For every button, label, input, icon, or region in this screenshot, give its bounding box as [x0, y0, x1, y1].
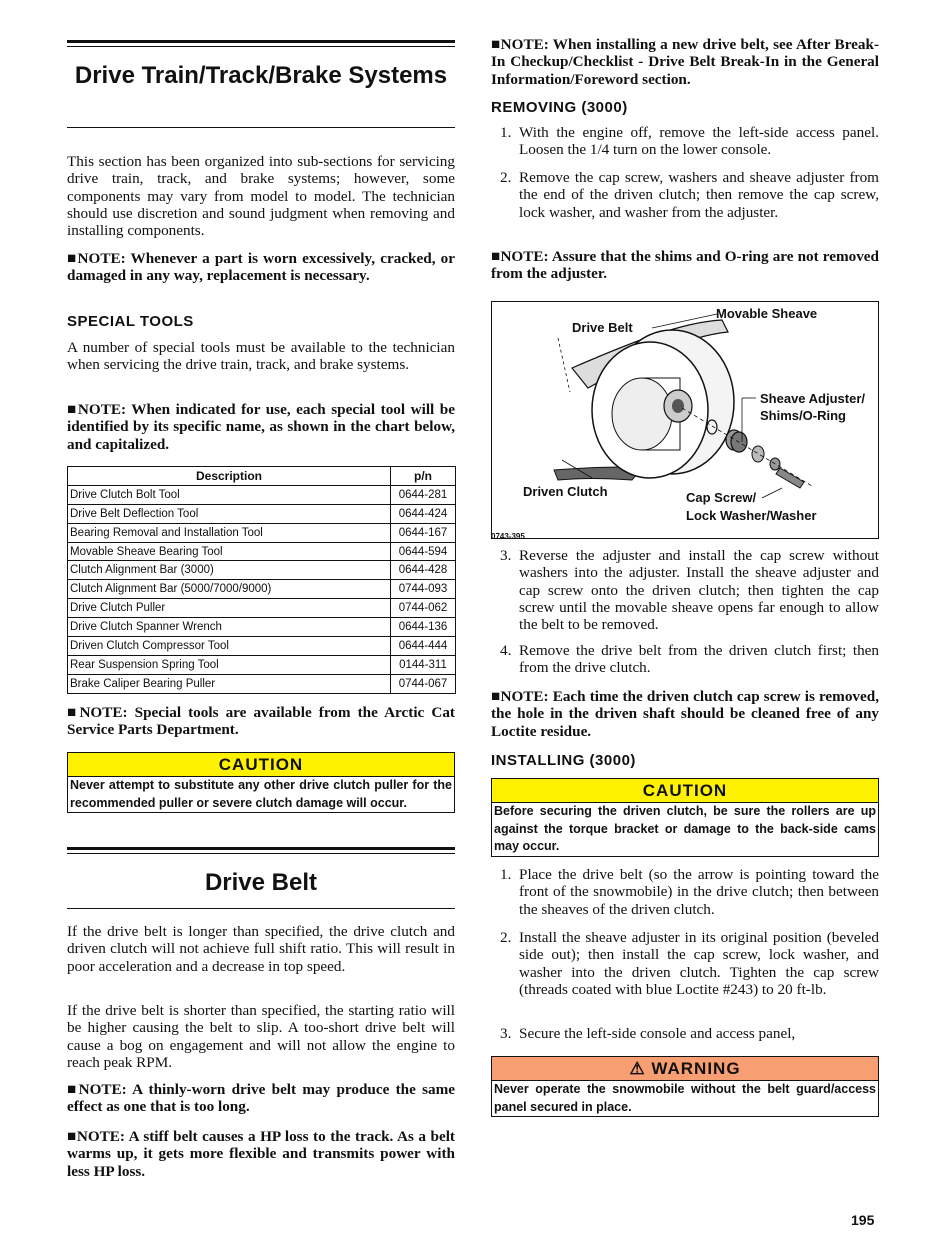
- table-row: [68, 637, 456, 656]
- drive-belt-rule-top: [67, 847, 455, 850]
- table-row: [68, 542, 456, 561]
- step-number: 3.: [500, 1025, 512, 1042]
- belt-paragraph-long: If the drive belt is longer than specified, the drive clutch and driven clutch will not achieve full shift ratio. This will result in poor acceleration and a decrease in top speed.: [67, 923, 455, 975]
- step-text: Secure the left-side console and access panel,: [519, 1025, 796, 1042]
- table-header-row: [68, 467, 456, 486]
- title-rule-top-thin: [67, 46, 455, 47]
- drive-belt-rule-bottom: [67, 908, 455, 909]
- drive-belt-rule-top-thin: [67, 853, 455, 854]
- driven-clutch-figure: [491, 301, 879, 539]
- special-tools-text: A number of special tools must be available to the technician when servicing the drive train, track, and brake systems.: [67, 339, 455, 374]
- caution-box-rollers: [491, 778, 879, 857]
- note-special-tools-availability: ■NOTE: Special tools are available from the Arctic Cat Service Parts Department.: [67, 704, 455, 739]
- tool-description: Clutch Alignment Bar (3000): [68, 561, 391, 580]
- column-header-pn: p/n: [391, 467, 456, 486]
- warning-body: Never operate the snowmobile without the belt guard/access panel secured in place.: [494, 1082, 876, 1114]
- tool-part-number: 0644-424: [391, 504, 456, 523]
- note-thin-belt: ■NOTE: A thinly-worn drive belt may produce the same effect as one that is too long.: [67, 1081, 455, 1116]
- tool-part-number: 0744-067: [391, 674, 456, 693]
- drive-belt-title: Drive Belt: [204, 869, 318, 896]
- table-row: [68, 618, 456, 637]
- table-row: [68, 504, 456, 523]
- tool-description: Drive Belt Deflection Tool: [68, 504, 391, 523]
- driven-clutch-illustration: [492, 302, 878, 538]
- tool-part-number: 0144-311: [391, 655, 456, 674]
- table-row: [68, 655, 456, 674]
- tool-description: Movable Sheave Bearing Tool: [68, 542, 391, 561]
- step-text: With the engine off, remove the left-side access panel. Loosen the 1/4 turn on the lower console.: [519, 124, 879, 159]
- removing-step-2: [491, 169, 879, 221]
- tool-description: Driven Clutch Compressor Tool: [68, 637, 391, 656]
- special-tools-table-wrap: [67, 466, 455, 694]
- note-worn-part: ■NOTE: Whenever a part is worn excessively, cracked, or damaged in any way, replacement is necessary.: [67, 250, 455, 285]
- belt-paragraph-short: If the drive belt is shorter than specified, the starting ratio will be higher causing the belt to slip. A too-short drive belt will cause a bog on engagement and will not allow the engine to reach peak RPM.: [67, 1002, 455, 1071]
- caution-box-puller: [67, 752, 455, 813]
- title-rule-bottom: [67, 127, 455, 128]
- label-cap-screw: Cap Screw/: [686, 490, 757, 505]
- step-number: 2.: [500, 169, 512, 186]
- installing-heading: INSTALLING (3000): [491, 752, 636, 769]
- warning-header: ⚠ WARNING: [492, 1057, 878, 1081]
- table-row: [68, 485, 456, 504]
- note-special-tool-name: ■NOTE: When indicated for use, each special tool will be identified by its specific name, as shown in the chart below, and capitalized.: [67, 401, 455, 453]
- label-lock-washer: Lock Washer/Washer: [686, 508, 817, 523]
- figure-code: 0743-395: [491, 532, 525, 541]
- note-stiff-belt: ■NOTE: A stiff belt causes a HP loss to the track. As a belt warms up, it gets more flexible and transmits power with less HP loss.: [67, 1128, 455, 1180]
- title-rule-top: [67, 40, 455, 43]
- tool-description: Drive Clutch Spanner Wrench: [68, 618, 391, 637]
- tool-part-number: 0644-594: [391, 542, 456, 561]
- note-cap-screw-loctite: ■NOTE: Each time the driven clutch cap screw is removed, the hole in the driven shaft should be cleaned free of any Loctite residue.: [491, 688, 879, 740]
- step-text: Reverse the adjuster and install the cap screw without washers into the adjuster. Install the sheave adjuster and cap screw onto the driven clutch; then tighten the cap screw until the movable sheave opens far enough to allow the belt to be removed.: [519, 547, 879, 634]
- section-title: Drive Train/Track/Brake Systems: [74, 62, 448, 89]
- step-number: 1.: [500, 124, 512, 141]
- note-new-belt: ■NOTE: When installing a new drive belt, see After Break-In Checkup/Checklist - Drive Belt Break-In in the General Information/Foreword section.: [491, 36, 879, 88]
- tool-part-number: 0644-444: [391, 637, 456, 656]
- tool-description: Drive Clutch Bolt Tool: [68, 485, 391, 504]
- removing-step-4: [491, 642, 879, 677]
- special-tools-heading: SPECIAL TOOLS: [67, 313, 194, 330]
- installing-step-2: [491, 929, 879, 998]
- column-header-description: Description: [68, 467, 391, 486]
- caution-header: CAUTION: [492, 779, 878, 803]
- tool-part-number: 0744-093: [391, 580, 456, 599]
- label-movable-sheave: Movable Sheave: [716, 306, 818, 321]
- removing-step-1: [491, 124, 879, 159]
- step-text: Remove the cap screw, washers and sheave adjuster from the end of the driven clutch; then remove the cap screw, lock washer, and washer from the adjuster.: [519, 169, 879, 221]
- removing-heading: REMOVING (3000): [491, 99, 628, 116]
- label-drive-belt: Drive Belt: [572, 320, 633, 335]
- tool-part-number: 0644-428: [391, 561, 456, 580]
- table-row: [68, 580, 456, 599]
- installing-step-1: [491, 866, 879, 918]
- label-driven-clutch: Driven Clutch: [523, 484, 608, 499]
- label-shims-oring: Shims/O-Ring: [760, 408, 846, 423]
- step-number: 1.: [500, 866, 512, 883]
- step-text: Remove the drive belt from the driven clutch first; then from the drive clutch.: [519, 642, 879, 677]
- removing-step-3: [491, 547, 879, 633]
- tool-description: Drive Clutch Puller: [68, 599, 391, 618]
- warning-box-belt-guard: [491, 1056, 879, 1117]
- tool-part-number: 0644-281: [391, 485, 456, 504]
- tool-description: Brake Caliper Bearing Puller: [68, 674, 391, 693]
- step-number: 2.: [500, 929, 512, 946]
- tool-description: Clutch Alignment Bar (5000/7000/9000): [68, 580, 391, 599]
- caution-body: Before securing the driven clutch, be sure the rollers are up against the torque bracket or damage to the back-side cams may occur.: [494, 804, 876, 853]
- caution-header: CAUTION: [68, 753, 454, 777]
- step-text: Place the drive belt (so the arrow is pointing toward the front of the snowmobile) in the drive clutch; then between the sheaves of the driven clutch.: [519, 866, 879, 918]
- intro-paragraph: This section has been organized into sub-sections for servicing drive train, track, and brake systems; however, some components may vary from model to model. The technician should use discretion and sound judgment when removing and installing components.: [67, 153, 455, 240]
- special-tools-table: [67, 466, 456, 694]
- table-row: [68, 523, 456, 542]
- tool-description: Rear Suspension Spring Tool: [68, 655, 391, 674]
- caution-body: Never attempt to substitute any other drive clutch puller for the recommended puller or severe clutch damage will occur.: [70, 778, 452, 810]
- tool-part-number: 0744-062: [391, 599, 456, 618]
- label-sheave-adjuster: Sheave Adjuster/: [760, 391, 866, 406]
- table-row: [68, 599, 456, 618]
- page-number: 195: [851, 1212, 875, 1228]
- installing-step-3: [491, 1025, 879, 1042]
- table-body: [68, 485, 456, 693]
- tool-description: Bearing Removal and Installation Tool: [68, 523, 391, 542]
- step-number: 3.: [500, 547, 512, 564]
- table-row: [68, 561, 456, 580]
- step-text: Install the sheave adjuster in its original position (beveled side out); then install the cap screw, lock washer, and washer into the driven clutch. Tighten the cap screw (threads coated with blue Loctite #243) to 20 ft-lb.: [519, 929, 879, 998]
- step-number: 4.: [500, 642, 512, 659]
- table-row: [68, 674, 456, 693]
- tool-part-number: 0644-136: [391, 618, 456, 637]
- tool-part-number: 0644-167: [391, 523, 456, 542]
- note-shims: ■NOTE: Assure that the shims and O-ring are not removed from the adjuster.: [491, 248, 879, 283]
